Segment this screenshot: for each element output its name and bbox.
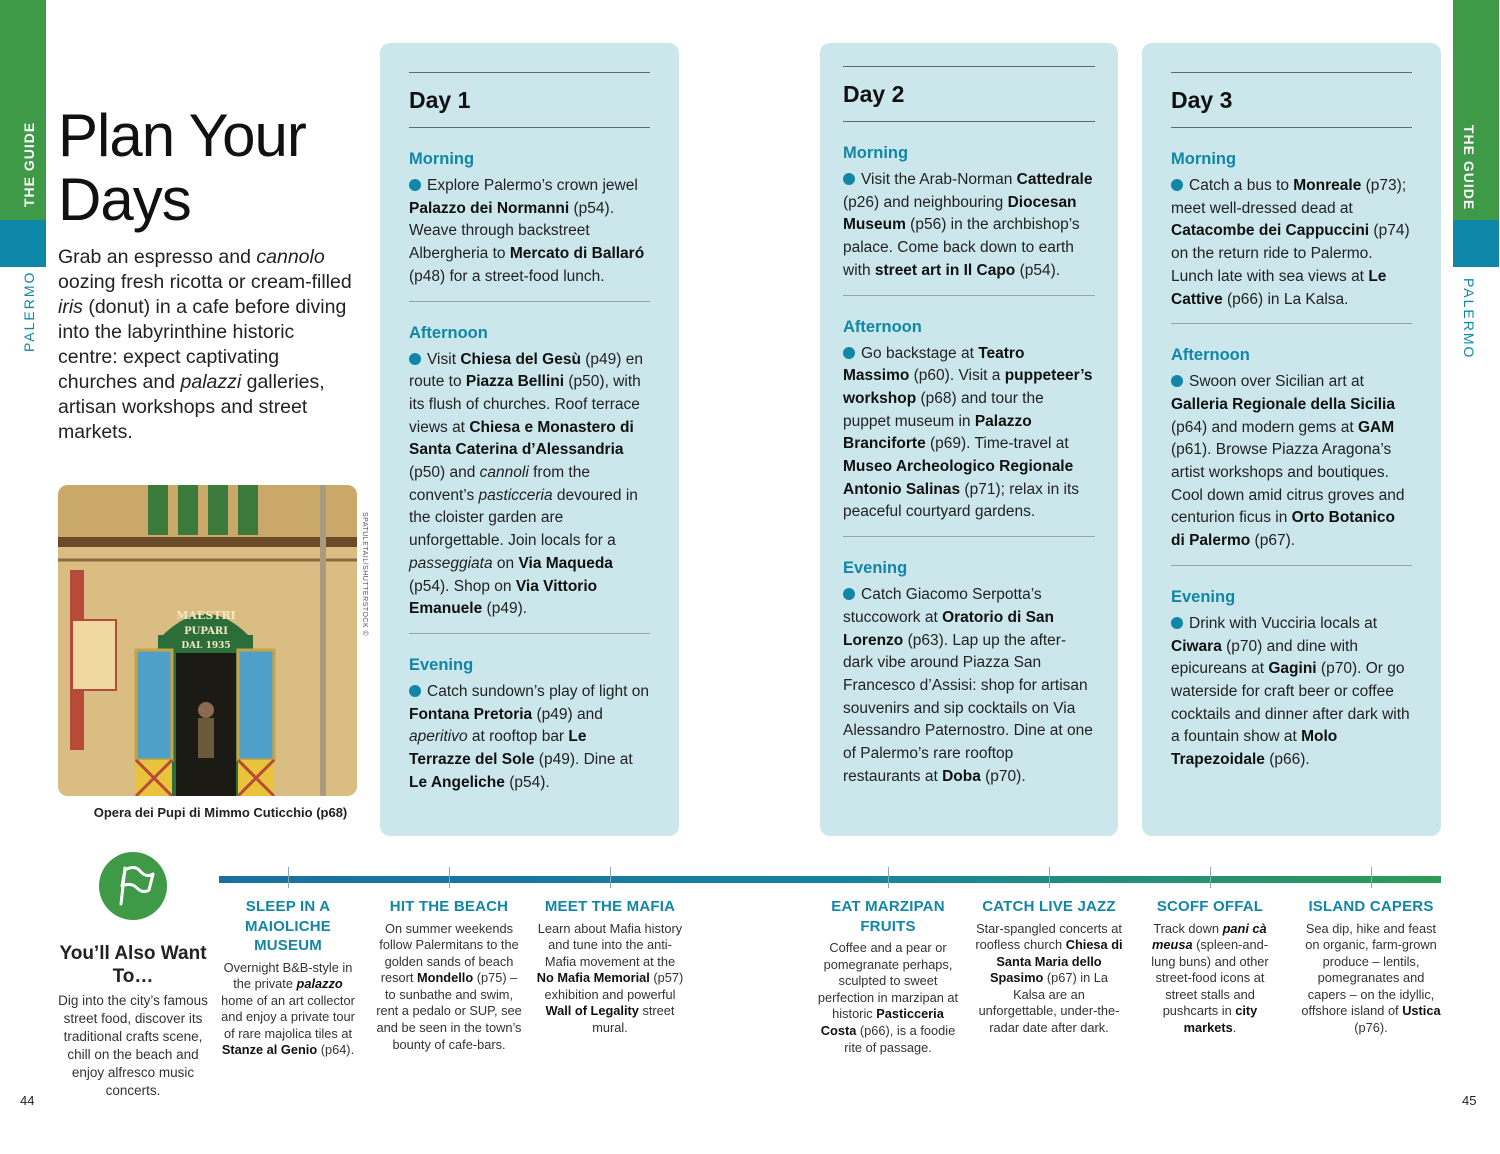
period-divider [409, 301, 650, 302]
body-text: home of an art collector and enjoy a private tour of rare majolica tiles at [221, 992, 355, 1041]
activity-item [1301, 897, 1441, 1037]
photo-credit: SPATULETAIL/SHUTTERSTOCK © [361, 512, 368, 637]
body-text: (p49) en route to [409, 350, 643, 391]
highlight-text: Chiesa di Santa Maria dello Spasimo [989, 937, 1123, 986]
period-divider [843, 536, 1095, 537]
day-title: Day 2 [843, 81, 905, 107]
timeline-tick [1371, 867, 1372, 888]
timeline-tick [610, 867, 611, 888]
highlight-text: Diocesan Museum [843, 193, 1077, 234]
body-text: (p69). Time-travel at [925, 435, 1069, 453]
page-number-right: 45 [1462, 1093, 1477, 1108]
highlight-text: Stanze al Genio [221, 1042, 318, 1058]
page-title [58, 104, 306, 232]
highlight-text: Galleria Regionale della Sicilia [1171, 395, 1395, 413]
italic-text: palazzi [180, 371, 242, 393]
highlight-text: Chiesa e Monastero di Santa Caterina d’Alessandria [409, 418, 634, 459]
activity-title: HIT THE BEACH [389, 898, 509, 915]
activity-text [374, 921, 524, 1054]
card-rule [409, 127, 650, 128]
highlight-text: Doba [942, 767, 981, 785]
highlight-text: Mercato di Ballaró [509, 245, 645, 263]
body-text: Catch a bus to [1189, 177, 1294, 194]
activity-item [374, 897, 524, 1053]
highlight-text: Chiesa del Gesù [460, 350, 581, 368]
body-text: (p64) and modern gems at [1171, 418, 1358, 436]
period-afternoon [409, 324, 650, 634]
activity-text [813, 940, 963, 1056]
body-text: Catch sundown’s play of light on [427, 682, 650, 700]
period-divider [843, 295, 1095, 296]
body-text: (p66). [1264, 751, 1310, 769]
activity-title: SCOFF OFFAL [1156, 898, 1264, 915]
body-text: (p74) on the return ride to Palermo. Lunch late with sea views at [1171, 222, 1410, 285]
activities-timeline [219, 876, 1441, 883]
body-text: On summer weekends follow Palermitans to the golden sands of beach resort [379, 920, 519, 986]
period-title: Evening [409, 655, 474, 674]
highlight-text: Le Angeliche [409, 773, 505, 791]
period-text [843, 343, 1095, 525]
highlight-text: Fontana Pretoria [409, 705, 533, 723]
emphasis-text: pani cà meusa [1152, 920, 1267, 953]
body-text: on [492, 554, 519, 572]
body-text: (p49). [482, 600, 528, 618]
highlight-text: Teatro Massimo [843, 344, 1025, 385]
body-text: Track down [1153, 920, 1223, 936]
body-text: Swoon over Sicilian art at [1189, 373, 1364, 391]
period-evening [1171, 588, 1412, 772]
title-line-1: Plan Your [58, 102, 306, 169]
bullet-icon [1171, 179, 1183, 191]
highlight-text: street art in Il Capo [874, 261, 1016, 279]
body-text: (p54). Weave through backstreet Albergheria to [409, 199, 615, 263]
body-text: Visit [427, 350, 461, 368]
body-text: (p57) exhibition and powerful [544, 970, 684, 1002]
body-text: (p73); meet well-dressed dead at [1171, 177, 1407, 217]
period-divider [1171, 565, 1412, 566]
sign-line-1: MAESTRI [176, 609, 236, 622]
bullet-icon [843, 588, 855, 600]
body-text: galleries, artisan workshops and street markets. [58, 371, 325, 443]
body-text: Grab an espresso and [58, 246, 257, 268]
body-text: (p54). [1015, 261, 1061, 279]
highlight-text: Molo Trapezoidale [1171, 728, 1338, 769]
body-text: (p50) and [409, 464, 480, 482]
period-morning [409, 150, 650, 302]
highlight-text: Piazza Bellini [465, 373, 565, 391]
body-text: (p66) in La Kalsa. [1222, 290, 1349, 308]
highlight-text: Mondello [417, 970, 474, 986]
activity-text [1301, 921, 1441, 1037]
italic-text: cannolo [256, 246, 325, 268]
bullet-icon [1171, 375, 1183, 387]
body-text: (p71); relax in its peaceful courtyard gardens. [843, 480, 1080, 521]
timeline-tick [449, 867, 450, 888]
period-text [1171, 175, 1412, 311]
body-text: (p54). [504, 773, 550, 791]
period-divider [409, 633, 650, 634]
day-2-card [820, 43, 1118, 836]
period-title: Morning [409, 150, 475, 168]
body-text: . [1232, 1020, 1237, 1036]
italic-text: passeggiata [409, 554, 493, 572]
highlight-text: Palazzo dei Normanni [409, 199, 570, 217]
italic-text: aperitivo [409, 728, 468, 746]
body-text: (p49). Dine at [534, 751, 633, 769]
italic-text: cannoli [479, 464, 529, 482]
activity-text [535, 921, 685, 1037]
body-text: (p66), is a foodie rite of passage. [844, 1022, 956, 1055]
highlight-text: city markets [1183, 1003, 1258, 1036]
right-city-tab [1453, 220, 1499, 267]
timeline-tick [1049, 867, 1050, 888]
period-title: Afternoon [843, 317, 922, 336]
body-text: Overnight B&B-style in the private [223, 959, 353, 992]
activity-title: ISLAND CAPERS [1308, 898, 1434, 915]
activity-item [1145, 897, 1275, 1037]
body-text: devoured in the cloister garden are unforgettable. Join locals for a [409, 486, 638, 550]
body-text: Explore Palermo’s crown jewel [427, 177, 638, 194]
period-title: Afternoon [1171, 346, 1250, 365]
period-text [843, 169, 1095, 283]
bullet-icon [409, 685, 421, 697]
left-city-tab [0, 220, 46, 267]
body-text: (p56) in the archbishop’s palace. Come back down to earth with [843, 216, 1080, 279]
period-title: Afternoon [409, 323, 488, 342]
period-text [1171, 371, 1412, 553]
highlight-text: Le Cattive [1171, 267, 1387, 308]
want-text: Dig into the city’s famous street food, discover its traditional crafts scene, chill on the beach and enjoy alfresco music concerts. [58, 993, 208, 1098]
highlight-text: Catacombe dei Cappuccini [1171, 222, 1370, 240]
period-morning [843, 144, 1095, 296]
highlight-text: Palazzo Branciforte [843, 412, 1032, 453]
right-guide-label: THE GUIDE [1461, 125, 1477, 211]
period-afternoon [1171, 346, 1412, 566]
bullet-icon [409, 353, 421, 365]
body-text: Drink with Vucciria locals at [1189, 614, 1378, 632]
highlight-text [297, 976, 343, 991]
highlight-text: Cattedrale [1016, 171, 1093, 188]
body-text: Coffee and a pear or pomegranate perhaps, sculpted to sweet perfection in marzipan at historic [817, 940, 959, 1022]
sign-line-3: DAL 1935 [181, 641, 231, 651]
highlight-text: Le Terrazze del Sole [409, 728, 587, 769]
activity-text [974, 921, 1124, 1037]
highlight-text: puppeteer’s workshop [843, 367, 1093, 407]
photo-caption: Opera dei Pupi di Mimmo Cuticchio (p68) [93, 805, 348, 820]
left-city-label: PALERMO [21, 270, 37, 352]
highlight-text: Monreale [1293, 177, 1362, 194]
body-text: (p75) – to sunbathe and swim, rent a pedalo or SUP, see and be seen in the town’s bounty of cafe-bars. [376, 970, 522, 1052]
body-text: (p67). [1250, 532, 1296, 550]
period-text [409, 681, 650, 795]
period-afternoon [843, 318, 1095, 538]
day-1-card [380, 43, 679, 836]
period-title: Morning [1171, 150, 1237, 168]
body-text: (p76). [1354, 1020, 1388, 1036]
activity-text [1145, 921, 1275, 1037]
highlight-text: Ustica [1402, 1003, 1441, 1019]
bullet-icon [1171, 617, 1183, 629]
timeline-tick [1210, 867, 1211, 888]
highlight-text: Museo Archeologico Regionale Antonio Salinas [843, 458, 1074, 498]
activity-title: MEET THE MAFIA [544, 898, 676, 915]
card-rule [843, 121, 1095, 122]
bullet-icon [843, 173, 855, 185]
highlight-text: Wall of Legality [545, 1003, 639, 1019]
intro-paragraph [58, 245, 358, 445]
day-title: Day 3 [1171, 87, 1233, 113]
sign-line-2: PUPARI [184, 626, 228, 637]
highlight-text: No Mafia Memorial [536, 970, 650, 986]
period-evening [843, 559, 1095, 788]
page-number-left: 44 [20, 1093, 35, 1108]
body-text: Visit the Arab-Norman [861, 171, 1017, 188]
activity-item [974, 897, 1124, 1037]
period-morning [1171, 150, 1412, 324]
body-text: (p54). Shop on [409, 577, 516, 595]
period-divider [1171, 323, 1412, 324]
period-text [409, 349, 650, 621]
timeline-tick [288, 867, 289, 888]
italic-text: iris [58, 296, 83, 318]
bullet-icon [843, 347, 855, 359]
body-text: (spleen-and-lung buns) and other street-food icons at street stalls and pushcarts in [1151, 937, 1269, 1019]
body-text: (p67) in La Kalsa are an unforgettable, under-the-radar date after dark. [978, 970, 1120, 1036]
highlight-text: Pasticceria Costa [820, 1006, 944, 1038]
highlight-text: Via Maqueda [518, 554, 613, 572]
body-text: street mural. [592, 1003, 675, 1036]
theatre-facade-illustration [58, 485, 357, 796]
body-text: (p68) and tour the puppet museum in [843, 389, 1044, 430]
activity-item [535, 897, 685, 1037]
body-text: (p61). Browse Piazza Aragona’s artist workshops and boutiques. Cool down amid citrus groves and centurion ficus in [1171, 441, 1405, 527]
body-text: from the convent’s [409, 464, 590, 504]
day-3-card [1142, 43, 1441, 836]
body-text: Sea dip, hike and feast on organic, farm-grown produce – lentils, pomegranates and capers – on the idyllic, offshore island of [1301, 920, 1437, 1019]
body-text: (p70). [980, 767, 1026, 785]
want-title: You’ll Also Want To… [59, 943, 207, 987]
highlight-text: GAM [1357, 418, 1395, 436]
italic-text: pasticceria [478, 486, 553, 504]
period-title: Evening [843, 559, 908, 578]
body-text: Star-spangled concerts at roofless church [975, 920, 1122, 953]
body-text: (p60). Visit a [909, 367, 1005, 385]
period-title: Morning [843, 144, 909, 162]
card-rule [1171, 127, 1412, 128]
highlight-text: Orto Botanico di Palermo [1171, 509, 1395, 550]
body-text: Learn about Mafia history and tune into the anti-Mafia movement at the [537, 920, 683, 969]
body-text: oozing fresh ricotta or cream-filled [58, 271, 352, 293]
left-guide-label: THE GUIDE [21, 121, 37, 207]
body-text: (p63). Lap up the after-dark vibe around Piazza San Francesco d’Assisi: shop for artisan souvenirs and sip cocktails on Via Alessandro Paternostro. Dine at one of Palermo’s rare rooftop restaurants at [843, 631, 1093, 785]
timeline-tick [888, 867, 889, 888]
body-text: at rooftop bar [467, 728, 569, 746]
body-text: (p70) and dine with epicureans at [1171, 637, 1358, 678]
body-text: (p49) and [532, 705, 603, 723]
body-text: (p64). [317, 1042, 355, 1058]
body-text: Go backstage at [861, 344, 979, 362]
period-text [843, 584, 1095, 788]
highlight-text: Via Vittorio Emanuele [409, 577, 598, 618]
activity-title: SLEEP IN A MAIOLICHE MUSEUM [245, 898, 331, 954]
period-evening [409, 656, 650, 795]
title-line-2: Days [58, 166, 191, 233]
period-title: Evening [1171, 587, 1236, 606]
activity-title: CATCH LIVE JAZZ [982, 898, 1116, 915]
day-title: Day 1 [409, 87, 471, 113]
activity-item [813, 897, 963, 1056]
body-text: Catch Giacomo Serpotta’s stuccowork at [843, 586, 1042, 626]
puppet-theatre-photo [58, 485, 357, 796]
period-text [409, 175, 650, 289]
flag-icon [99, 852, 167, 920]
highlight-text: Oratorio di San Lorenzo [843, 608, 1055, 649]
activity-item [218, 897, 358, 1059]
body-text: (p70). Or go waterside for craft beer or coffee cocktails and dinner after dark with a fountain show at [1171, 660, 1410, 746]
body-text: (p26) and neighbouring [843, 193, 1008, 211]
highlight-text: Gagini [1268, 660, 1317, 678]
body-text: (donut) in a cafe before diving into the labyrinthine historic centre: expect captivating churches and [58, 296, 347, 393]
emphasis-text: palazzo [296, 976, 343, 992]
period-text [1171, 613, 1412, 772]
bullet-icon [409, 179, 421, 191]
activity-title: EAT MARZIPAN FRUITS [831, 898, 945, 935]
right-city-label: PALERMO [1461, 278, 1477, 360]
body-text: (p48) for a street-food lunch. [409, 267, 605, 285]
body-text: (p50), with its flush of churches. Roof terrace views at [409, 373, 641, 436]
highlight-text: Ciwara [1171, 637, 1222, 655]
activity-text [218, 960, 358, 1060]
